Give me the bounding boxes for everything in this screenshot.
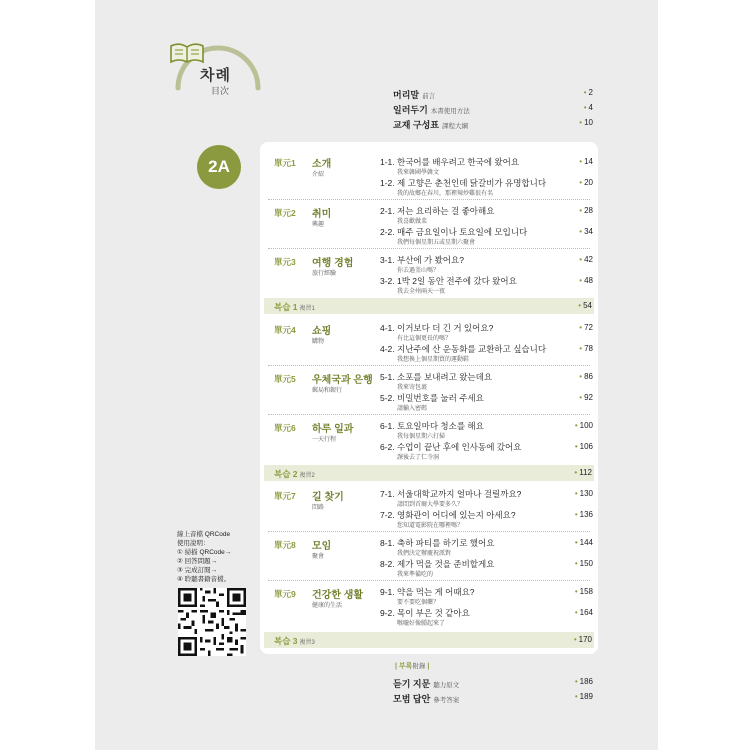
unit-title[interactable]: 쇼핑 xyxy=(312,326,332,337)
unit-label: 單元6 xyxy=(274,423,296,433)
lesson-title[interactable]: 2-1. 저는 요리하는 걸 좋아해요 xyxy=(380,206,495,216)
toc-entry-review-2[interactable] xyxy=(264,465,594,481)
unit-label: 單元7 xyxy=(274,491,296,501)
unit-label: 單元9 xyxy=(274,589,296,599)
entry-title: 모범 답안 xyxy=(393,694,431,704)
lesson-subtitle: 我喜歡做菜 xyxy=(397,219,428,225)
lesson-subtitle: 我想換上個星期買的運動鞋 xyxy=(397,357,470,363)
lesson-title[interactable]: 1-2. 제 고향은 춘천인데 닭갈비가 유명합니다 xyxy=(380,178,547,188)
unit-label: 單元2 xyxy=(274,208,296,218)
lesson-subtitle: 我每個星期六打掃 xyxy=(397,434,446,440)
lesson-title[interactable]: 5-1. 소포를 보내려고 왔는데요 xyxy=(380,372,493,382)
page-number: • 92 xyxy=(565,393,593,402)
page-number: • 14 xyxy=(565,157,593,166)
entry-subtitle: 本書使用方法 xyxy=(430,108,470,115)
entry-title: 일러두기 xyxy=(393,105,428,115)
lesson-title[interactable]: 6-2. 수업이 끝난 후에 인사동에 갔어요 xyxy=(380,442,522,452)
unit-label: 單元4 xyxy=(274,325,296,335)
lesson-subtitle: 我的故鄉在春川，那裡辣炒雞很有名 xyxy=(397,191,494,197)
lesson-title[interactable]: 4-1. 이거보다 더 긴 거 있어요? xyxy=(380,323,494,333)
page-number: • 20 xyxy=(565,178,593,187)
lesson-title[interactable]: 9-1. 약을 먹는 게 어때요? xyxy=(380,587,475,597)
appendix-heading: | 부록附錄 | xyxy=(395,663,430,670)
unit-title[interactable]: 여행 경험 xyxy=(312,258,354,269)
toc-entry-review-3[interactable] xyxy=(264,632,594,648)
qr-code[interactable] xyxy=(178,588,246,656)
page-number: • 78 xyxy=(565,344,593,353)
unit-subtitle: 郵局和銀行 xyxy=(312,388,343,394)
lesson-title[interactable]: 2-2. 매주 금요일이나 토요일에 모입니다 xyxy=(380,227,528,237)
page-number: • 130 xyxy=(565,489,593,498)
lesson-title[interactable]: 5-2. 비밀번호를 눌러 주세요 xyxy=(380,393,484,403)
toc-entry-listening-scripts[interactable] xyxy=(393,677,593,691)
divider xyxy=(268,248,590,249)
unit-subtitle: 旅行經驗 xyxy=(312,271,337,277)
lesson-title[interactable]: 1-1. 한국어를 배우려고 한국에 왔어요 xyxy=(380,157,520,167)
toc-entry-guide[interactable] xyxy=(393,103,593,117)
unit-label: 單元5 xyxy=(274,374,296,384)
lesson-title[interactable]: 7-1. 서울대학교까지 얼마나 걸릴까요? xyxy=(380,489,522,499)
lesson-title[interactable]: 3-2. 1박 2일 동안 전주에 갔다 왔어요 xyxy=(380,276,517,286)
page-number: • 170 xyxy=(574,635,592,644)
page-number: • 2 xyxy=(584,88,593,97)
page-number: • 144 xyxy=(565,538,593,547)
lesson-title[interactable]: 3-1. 부산에 가 봤어요? xyxy=(380,255,464,265)
page-number: • 186 xyxy=(575,677,593,686)
lesson-subtitle: 有比這個更長的嗎？ xyxy=(397,336,452,342)
lesson-subtitle: 我來韓國學韓文 xyxy=(397,170,440,176)
lesson-title[interactable]: 4-2. 지난주에 산 운동화를 교환하고 싶습니다 xyxy=(380,344,547,354)
divider xyxy=(268,199,590,200)
unit-subtitle: 興趣 xyxy=(312,222,325,228)
unit-title[interactable]: 건강한 생활 xyxy=(312,590,364,601)
toc-entry-curriculum[interactable] xyxy=(393,118,593,132)
qr-instructions: 線上音檔 QRCode 使用說明： ① 掃描 QRCode→ ② 回答問題→ ③ 完成訂閱→ ④ 聆聽書籍音檔。 xyxy=(177,531,232,583)
page-number: • 28 xyxy=(565,206,593,215)
entry-subtitle: 前言 xyxy=(422,93,436,100)
page-number: • 86 xyxy=(565,372,593,381)
unit-title[interactable]: 취미 xyxy=(312,209,332,220)
unit-subtitle: 一天行程 xyxy=(312,437,337,443)
lesson-title[interactable]: 8-2. 제가 먹을 것을 준비할게요 xyxy=(380,559,495,569)
unit-title[interactable]: 길 찾기 xyxy=(312,492,344,503)
unit-subtitle: 問路 xyxy=(312,505,325,511)
page-number: • 150 xyxy=(565,559,593,568)
page-subtitle: 目次 xyxy=(211,86,230,96)
unit-subtitle: 購物 xyxy=(312,339,325,345)
page-number: • 4 xyxy=(584,103,593,112)
review-title: 복습 1 複習1 xyxy=(274,302,315,312)
unit-label: 單元8 xyxy=(274,540,296,550)
lesson-title[interactable]: 8-1. 축하 파티를 하기로 했어요 xyxy=(380,538,495,548)
entry-subtitle: 課程大綱 xyxy=(441,123,468,130)
page-number: • 100 xyxy=(565,421,593,430)
lesson-subtitle: 我們每個星期五或星期六聚會 xyxy=(397,240,476,246)
page-number: • 164 xyxy=(565,608,593,617)
lesson-subtitle: 您知道電影院在哪裡嗎？ xyxy=(397,523,464,529)
open-book-icon xyxy=(168,40,206,66)
lesson-subtitle: 我來寄包裹 xyxy=(397,385,428,391)
unit-title[interactable]: 모임 xyxy=(312,541,332,552)
lesson-title[interactable]: 7-2. 영화관이 어디에 있는지 아세요? xyxy=(380,510,516,520)
page-number: • 158 xyxy=(565,587,593,596)
toc-entry-answer-key[interactable] xyxy=(393,692,593,706)
divider xyxy=(268,414,590,415)
entry-title: 머리말 xyxy=(393,90,420,100)
page-number: • 189 xyxy=(575,692,593,701)
entry-title: 듣기 지문 xyxy=(393,679,431,689)
unit-title[interactable]: 소개 xyxy=(312,159,332,170)
lesson-subtitle: 請問到首爾大學要多久？ xyxy=(397,502,464,508)
page-number: • 136 xyxy=(565,510,593,519)
unit-label: 單元1 xyxy=(274,158,296,168)
page-number: • 42 xyxy=(565,255,593,264)
entry-subtitle: 參考答案 xyxy=(433,697,460,704)
volume-badge: 2A xyxy=(197,145,241,189)
page-number: • 34 xyxy=(565,227,593,236)
entry-subtitle: 聽力原文 xyxy=(433,682,460,689)
lesson-subtitle: 要不要吃個藥？ xyxy=(397,600,440,606)
page-number: • 106 xyxy=(565,442,593,451)
unit-label: 單元3 xyxy=(274,257,296,267)
lesson-title[interactable]: 9-2. 목이 부은 것 같아요 xyxy=(380,608,470,618)
toc-entry-preface[interactable] xyxy=(393,88,593,102)
lesson-subtitle: 你去過釜山嗎？ xyxy=(397,268,440,274)
divider xyxy=(268,365,590,366)
lesson-title[interactable]: 6-1. 토요일마다 청소를 해요 xyxy=(380,421,484,431)
review-title: 복습 2 複習2 xyxy=(274,469,315,479)
lesson-subtitle: 我去全州兩天一夜 xyxy=(397,289,446,295)
lesson-subtitle: 我們決定辦慶祝派對 xyxy=(397,551,452,557)
page-title: 차례 xyxy=(200,67,231,84)
unit-subtitle: 介紹 xyxy=(312,172,325,178)
page-number: • 10 xyxy=(579,118,593,127)
unit-title[interactable]: 하루 일과 xyxy=(312,424,354,435)
lesson-subtitle: 請輸入密碼 xyxy=(397,406,428,412)
divider xyxy=(268,580,590,581)
page-number: • 54 xyxy=(578,301,592,310)
page-number: • 72 xyxy=(565,323,593,332)
lesson-subtitle: 我來準備吃的 xyxy=(397,572,434,578)
page-number: • 112 xyxy=(574,468,592,477)
unit-subtitle: 健康的生活 xyxy=(312,603,343,609)
unit-subtitle: 聚會 xyxy=(312,554,325,560)
divider xyxy=(268,531,590,532)
page-number: • 48 xyxy=(565,276,593,285)
unit-title[interactable]: 우체국과 은행 xyxy=(312,375,373,386)
lesson-subtitle: 課後去了仁寺洞 xyxy=(397,455,440,461)
toc-entry-review-1[interactable] xyxy=(264,298,594,314)
entry-title: 교재 구성표 xyxy=(393,120,439,130)
lesson-subtitle: 喉嚨好像腫起來了 xyxy=(397,621,446,627)
review-title: 복습 3 複習3 xyxy=(274,636,315,646)
